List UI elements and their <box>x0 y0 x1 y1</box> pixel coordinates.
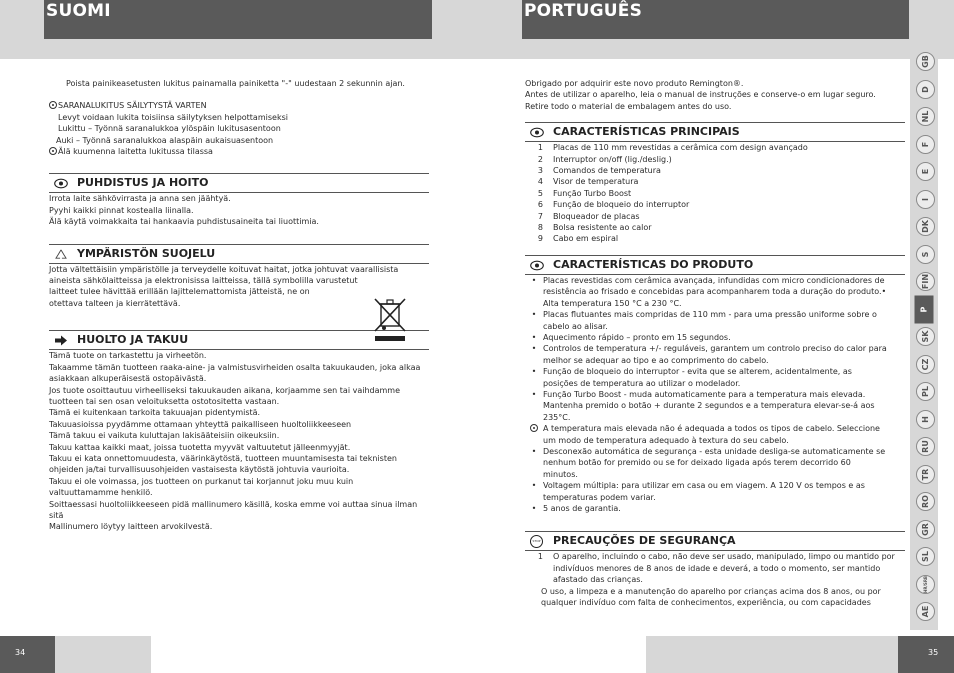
tab-e[interactable]: E <box>916 162 935 181</box>
tab-ae[interactable]: AE <box>916 602 935 621</box>
tab-nl[interactable]: NL <box>916 107 935 126</box>
safety-title: PRECAUÇÕES DE SEGURANÇA <box>553 534 736 548</box>
list-item: • Controlos de temperatura +/- reguláveis, garantem um controlo preciso do calor para melhor se adequar ao tipo e ao comprimento do cabelo. <box>531 344 887 365</box>
safety-cont-1: O uso, a limpeza e a manutenção do aparelho por crianças acima dos 8 anos, ou por <box>541 586 881 596</box>
service-line: Tämä takuu ei vaikuta kuluttajan lakisääteisiin oikeuksiin. <box>49 431 280 441</box>
service-line: tuotteen tai sen osan veloituksetta ostotositetta vastaan. <box>49 396 280 406</box>
cleaning-section-header <box>49 173 429 192</box>
tab-pl[interactable]: PL <box>916 382 935 401</box>
cleaning-title: PUHDISTUS JA HOITO <box>77 176 209 190</box>
service-line: Tämä ei kuitenkaan tarkoita takuuajan pidentymistä. <box>49 408 261 418</box>
service-line: Takuu ei ole voimassa, jos tuotteen on purkanut tai korjannut joku muu kuin <box>49 476 354 486</box>
service-line: valtuuttamamme henkilö. <box>49 488 153 498</box>
tab-dk[interactable]: DK <box>916 217 935 236</box>
list-item: 1 Placas de 110 mm revestidas a cerâmica com design avançado <box>537 143 808 153</box>
safety-list <box>525 551 905 608</box>
eye-icon <box>54 178 68 189</box>
right-page-number: 35 <box>928 648 939 657</box>
service-title: HUOLTO JA TAKUU <box>77 333 189 347</box>
pt-intro-line-1: Obrigado por adquirir este novo produto Remington®. <box>525 79 744 88</box>
left-footer-band <box>55 636 151 673</box>
list-item: 7 Bloqueador de placas <box>537 211 640 221</box>
env-line-4: otettava talteen ja kierrätettävä. <box>49 298 181 308</box>
arrow-right-icon <box>54 335 68 346</box>
hinge-warning: Älä kuumenna laitetta lukitussa tilassa <box>49 146 429 157</box>
tab-i[interactable]: I <box>916 190 935 209</box>
product-features-header <box>525 255 905 274</box>
unlock-instruction: Poista painikeasetusten lukitus painamalla painiketta "-" uudestaan 2 sekunnin ajan. <box>66 79 405 88</box>
cleaning-line-2: Pyyhi kaikki pinnat kostealla liinalla. <box>49 205 194 215</box>
eye-icon <box>530 127 544 138</box>
service-line: sitä <box>49 510 64 520</box>
env-line-3: laitteet tulee hävittää erillään lajittelemattomista jätteistä, ne on <box>49 287 310 297</box>
service-line: Takuuasioissa pyydämme ottamaan yhteyttä paikalliseen huoltoliikkeeseen <box>49 419 352 429</box>
service-line: Tämä tuote on tarkastettu ja virheetön. <box>49 351 207 361</box>
cleaning-line-1: Irrota laite sähkövirrasta ja anna sen jäähtyä. <box>49 194 231 204</box>
tab-s[interactable]: S <box>916 245 935 264</box>
tab-sl[interactable]: SL <box>916 547 935 566</box>
left-page-title-box <box>44 0 432 39</box>
service-line: Jos tuote osoittautuu virheelliseksi takuukauden aikana, korjaamme sen tai vaihdamme <box>49 385 401 395</box>
right-page-title-box <box>522 0 909 39</box>
service-line: Takuu kattaa kaikki maat, joissa tuotetta myyvät valtuutetut jälleenmyyjät. <box>49 442 351 452</box>
list-item: • Voltagem múltipla: para utilizar em casa ou em viagem. A 120 V os tempos e as temperaturas podem variar. <box>531 481 865 502</box>
service-line: ohjeiden ja/tai turvallisuusohjeiden vastaisesta käytöstä johtuvia vaurioita. <box>49 465 350 475</box>
product-features-title: CARACTERÍSTICAS DO PRODUTO <box>553 257 754 271</box>
list-item: • 5 anos de garantia. <box>531 504 621 513</box>
hinge-line-2: Lukittu – Työnnä saranalukkoa ylöspäin lukitusasentoon <box>58 124 281 134</box>
tab-tr[interactable]: TR <box>916 465 935 484</box>
list-item: • Desconexão automática de segurança - esta unidade desliga-se automaticamente se nenhum botão for premido ou se for deixado ligada após terem decorrido 60 minutos. <box>531 446 886 479</box>
warning-sun-icon <box>530 424 538 432</box>
tab-d[interactable]: D <box>916 80 935 99</box>
right-page-title: PORTUGUÊS <box>524 1 643 21</box>
right-footer-band <box>646 636 898 673</box>
right-footer-tab <box>898 636 954 673</box>
tab-fin[interactable]: FIN <box>916 272 935 291</box>
crossed-bin-icon <box>372 296 408 344</box>
list-item: • Placas flutuantes mais compridas de 110 mm - para uma pressão uniforme sobre o cabelo ao alisar. <box>531 310 877 331</box>
hinge-line-1: Levyt voidaan lukita toisiinsa säilytyksen helpottamiseksi <box>58 112 288 122</box>
list-item: • Aquecimento rápido – pronto em 15 segundos. <box>531 332 731 342</box>
tab-p[interactable]: P <box>915 295 934 323</box>
tab-f[interactable]: F <box>916 135 935 154</box>
list-item: • Função de bloqueio do interruptor - evita que se alterem, acidentalmente, as posições de temperatura ao utilizar o modelador. <box>531 367 852 388</box>
service-line: asiakkaan alkuperäisestä ostopäivästä. <box>49 374 207 384</box>
pt-intro-line-3: Retire todo o material de embalagem antes do uso. <box>525 101 732 111</box>
right-column <box>525 78 905 608</box>
service-line: Takaamme tämän tuotteen raaka-aine- ja valmistusvirheiden osalta takuukauden, joka alkaa <box>49 362 421 372</box>
list-item: 6 Função de bloqueio do interruptor <box>537 200 690 210</box>
product-features-list <box>525 275 905 515</box>
left-footer-tab <box>0 636 55 673</box>
tab-gb[interactable]: GB <box>916 52 935 71</box>
cleaning-line-3: Älä käytä voimakkaita tai hankaavia puhdistusaineita tai liuottimia. <box>49 217 319 227</box>
safety-cont-2: qualquer indivíduo com falta de conhecimentos, experiência, ou com capacidades <box>541 598 871 608</box>
service-line: Mallinumero löytyy laitteen arvokilvestä. <box>49 522 213 532</box>
tab-sk[interactable]: SK <box>916 327 935 346</box>
recycle-icon <box>54 249 68 260</box>
warning-sun-icon <box>49 101 57 109</box>
main-features-list <box>525 142 905 245</box>
list-item: A temperatura mais elevada não é adequada a todos os tipos de cabelo. Seleccione um modo de temperatura adequado à textura do seu cabelo. <box>525 423 905 446</box>
tab-cz[interactable]: CZ <box>916 355 935 374</box>
pt-intro-line-2: Antes de utilizar o aparelho, leia o manual de instruções e conserve-o em lugar seguro. <box>525 90 876 100</box>
main-features-title: CARACTERÍSTICAS PRINCIPAIS <box>553 125 740 139</box>
list-item: 3 Comandos de temperatura <box>537 166 661 176</box>
safety-section-header <box>525 531 905 550</box>
env-line-1: Jotta vältettäisiin ympäristölle ja terveydelle koituvat haitat, jotka johtuvat vaarallisista <box>49 264 399 274</box>
left-page-number: 34 <box>15 648 26 657</box>
list-item: 9 Cabo em espiral <box>537 234 619 244</box>
tab-hr-srb[interactable]: HR/SRB <box>916 575 935 594</box>
env-line-2: aineista sähkölaitteissa ja elektronisissa laitteissa, tällä symbolilla varustetut <box>49 276 358 286</box>
list-item: 1 O aparelho, incluindo o cabo, não deve ser usado, manipulado, limpo ou mantido por indivíduos menores de 8 anos de idade e deverá, a todo o momento, ser mantido afastado das crianças. <box>537 552 895 585</box>
stop-icon: STOP <box>530 535 543 548</box>
list-item: 5 Função Turbo Boost <box>537 188 632 198</box>
environment-title: YMPÄRISTÖN SUOJELU <box>77 246 216 260</box>
left-page-title: SUOMI <box>46 1 111 21</box>
service-line: Soittaessasi huoltoliikkeeseen pidä mallinumero käsillä, koska emme voi auttaa sinua ilman <box>49 499 418 509</box>
service-text <box>49 350 429 533</box>
eye-icon <box>530 260 544 271</box>
tab-ro[interactable]: RO <box>916 492 935 511</box>
tab-gr[interactable]: GR <box>916 520 935 539</box>
environment-section-header <box>49 244 429 263</box>
tab-h[interactable]: H <box>916 410 935 429</box>
service-line: Takuu ei kata onnettomuudesta, väärinkäytöstä, tuotteen muuntamisesta tai teknisten <box>49 453 397 463</box>
tab-ru[interactable]: RU <box>916 437 935 456</box>
list-item: • Função Turbo Boost - muda automaticamente para a temperatura mais elevada. Mantenha premido o botão + durante 2 segundos e a temperatura elevar-se-á aos 235°C. <box>531 389 875 422</box>
hinge-line-3: Auki – Työnnä saranalukkoa alaspäin aukaisuasentoon <box>56 135 274 145</box>
warning-sun-icon <box>49 147 57 155</box>
list-item: • Placas revestidas com cerâmica avançada, infundidas com micro condicionadores de resistência ao frisado e concebidas para acompanharem toda a duração do produto.• Alta temperatura 150 °C a 230 °C. <box>531 275 887 308</box>
list-item: 2 Interruptor on/off (lig./deslig.) <box>537 154 672 164</box>
hinge-lock-title: SARANALUKITUS SÄILYTYSTÄ VARTEN <box>49 100 429 111</box>
list-item: 4 Visor de temperatura <box>537 177 639 187</box>
main-features-header <box>525 122 905 141</box>
list-item: 8 Bolsa resistente ao calor <box>537 223 652 233</box>
